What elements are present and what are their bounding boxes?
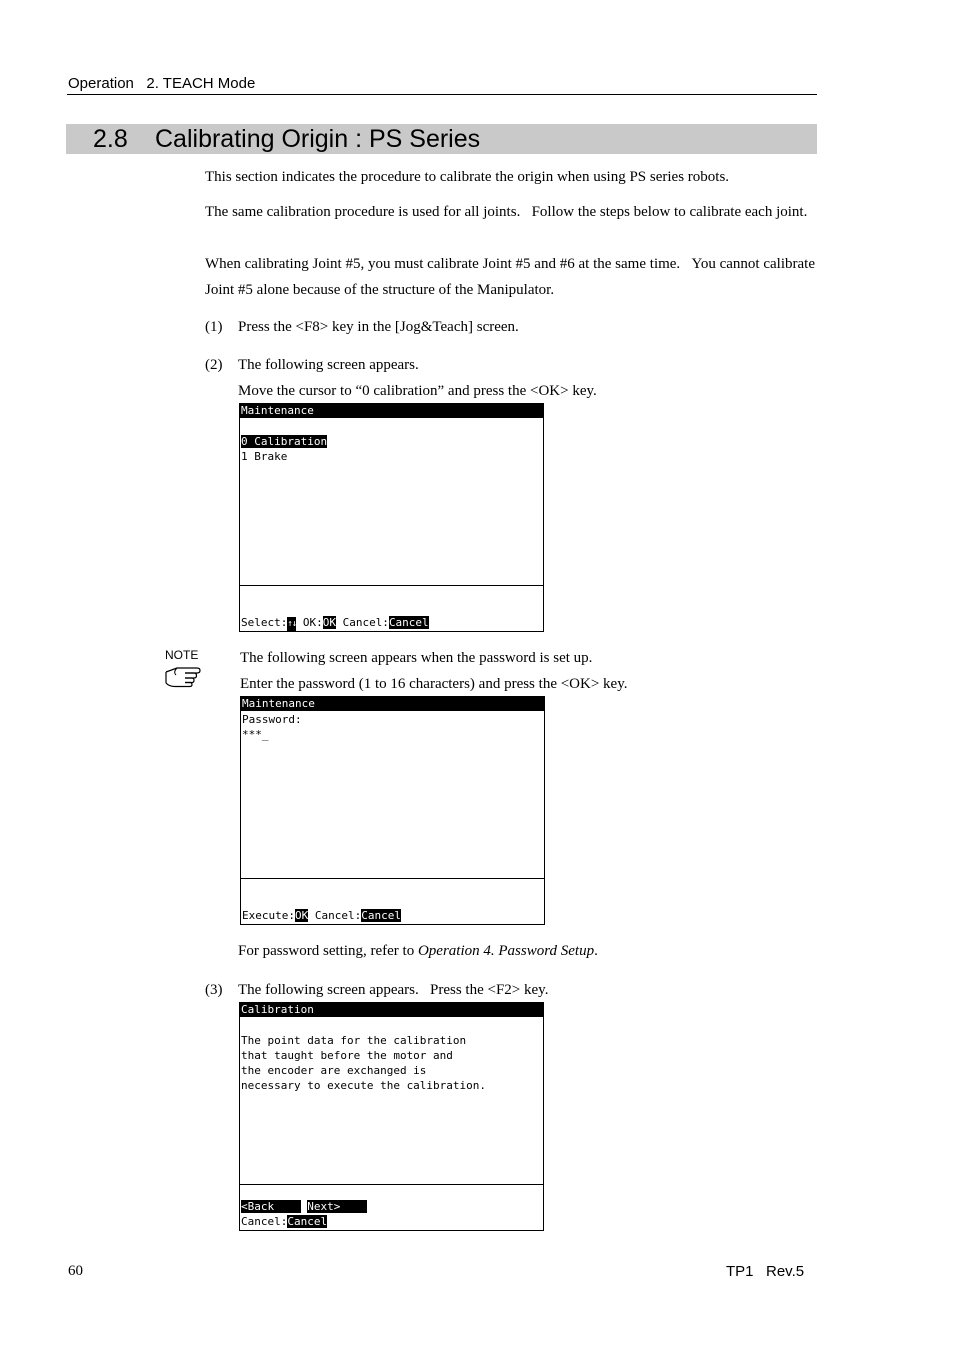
password-input[interactable]: ***_ [242,728,269,741]
section-number: 2.8 [93,125,128,153]
next-key[interactable]: Next> [307,1200,367,1213]
step-1-number: (1) [205,319,223,335]
intro-paragraph-1: This section indicates the procedure to calibrate the origin when using PS series robots. [205,169,730,185]
ok-key[interactable]: OK [322,616,336,629]
screen-divider [240,1184,543,1185]
step-1-text: Press the <F8> key in the [Jog&Teach] screen. [238,319,519,335]
password-label: Password: [242,713,302,726]
cancel-key[interactable]: Cancel [361,909,401,922]
password-screen [240,696,545,925]
up-down-arrows-icon: ↑↓ [287,619,297,629]
note-line-1: The following screen appears when the password is set up. [240,650,593,666]
calibration-screen [239,1002,544,1231]
note-line-2: Enter the password (1 to 16 characters) and press the <OK> key. [240,676,628,692]
message-line: The point data for the calibration [241,1034,467,1047]
message-line: necessary to execute the calibration. [241,1079,487,1092]
intro-paragraph-2: The same calibration procedure is used for all joints. Follow the steps below to calibrate each joint. [205,204,808,220]
menu-item-brake[interactable]: 1 Brake [241,450,288,463]
password-setup-reference: Operation 4. Password Setup [417,943,595,959]
screen-title: Maintenance [240,404,543,418]
password-reference: For password setting, refer to Operation 4. Password Setup. [238,943,598,959]
header-chapter: 2. TEACH Mode [146,75,256,92]
header-rule [67,94,817,95]
message-line: the encoder are exchanged is [241,1064,427,1077]
page-number: 60 [68,1263,83,1279]
ok-key[interactable]: OK [294,909,309,922]
document-revision: TP1 Rev.5 [726,1263,805,1280]
section-title: Calibrating Origin : PS Series [155,125,481,153]
cancel-key[interactable]: Cancel [287,1215,328,1228]
step-2-text: The following screen appears. [238,357,419,373]
running-header [68,75,255,92]
screen-nav-footer [241,1200,367,1214]
step-3-number: (3) [205,982,223,998]
menu-item-calibration[interactable]: 0 Calibration [241,435,328,448]
screen-title: Maintenance [241,697,544,711]
pointing-hand-icon [163,663,203,694]
screen-title: Calibration [240,1003,543,1017]
screen-divider [240,585,543,586]
screen-footer: Cancel:Cancel [241,1215,328,1228]
step-2-number: (2) [205,357,223,373]
note-label: NOTE [165,648,199,662]
step-3-text: The following screen appears. Press the <F2> key. [238,982,549,998]
header-section: Operation [68,75,134,92]
maintenance-menu-screen [239,403,544,632]
message-line: that taught before the motor and [241,1049,453,1062]
screen-footer: Execute:OK Cancel:Cancel [242,909,401,922]
step-2-text-2: Move the cursor to “0 calibration” and press the <OK> key. [238,383,597,399]
screen-divider [241,878,544,879]
screen-footer: Select:↑↓ OK:OK Cancel:Cancel [241,616,429,629]
intro-paragraph-3: When calibrating Joint #5, you must calibrate Joint #5 and #6 at the same time. You cannot calibrate Joint #5 alone because of the structure of the Manipulator. [205,256,815,298]
back-key[interactable]: <Back [241,1200,301,1213]
cancel-key[interactable]: Cancel [388,616,429,629]
